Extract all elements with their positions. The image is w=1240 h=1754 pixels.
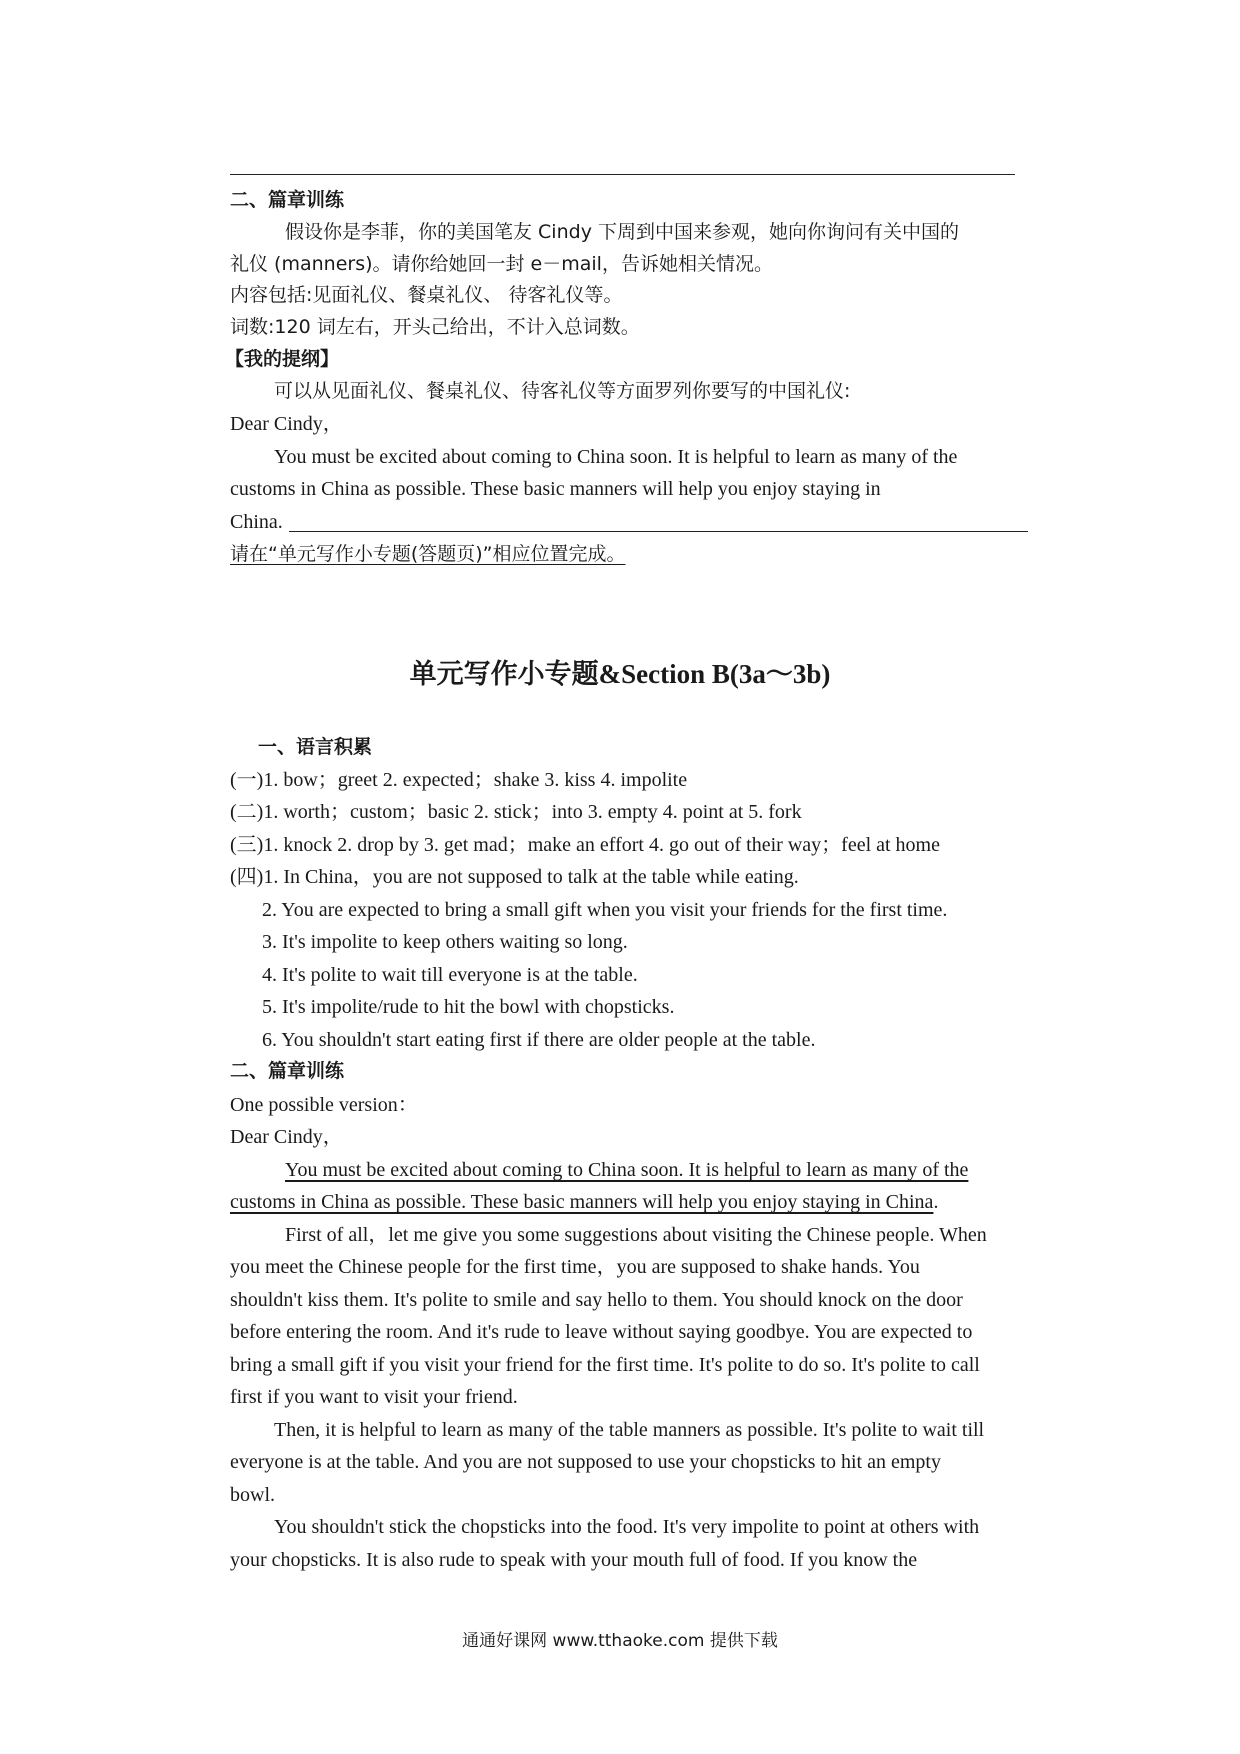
letter-salutation: Dear Cindy， (230, 1126, 343, 1148)
sentence-item: 4. It's polite to wait till everyone is at the table. (262, 964, 638, 986)
prompt-line: 假设你是李菲，你的美国笔友 Cindy 下周到中国来参观，她向你询问有关中国的 (285, 221, 959, 243)
answer-line: (三)1. knock 2. drop by 3. get mad；make an effort 4. go out of their way；feel at home (230, 834, 940, 856)
content-requirement: 内容包括:见面礼仪、餐桌礼仪、 待客礼仪等。 (230, 284, 623, 306)
part1-heading: 一、语言积累 (258, 736, 373, 758)
answer-section-title (0, 652, 1240, 691)
answer-blank-line (289, 531, 1028, 532)
paragraph-line: first if you want to visit your friend. (230, 1386, 518, 1408)
paragraph-line: everyone is at the table. And you are not supposed to use your chopsticks to hit an empty (230, 1451, 941, 1473)
title-english: &Section B(3a～3b) (598, 659, 831, 689)
part2-heading: 二、篇章训练 (230, 1060, 345, 1082)
answer-line: (一)1. bow；greet 2. expected；shake 3. kiss 4. impolite (230, 769, 688, 791)
answer-line: (四)1. In China，you are not supposed to talk at the table while eating. (230, 866, 799, 888)
prompt-line: 礼仪 (manners)。请你给她回一封 e－mail，告诉她相关情况。 (230, 253, 773, 275)
underlined-opening: You must be excited about coming to China soon. It is helpful to learn as many of the (285, 1159, 969, 1181)
outline-instruction: 可以从见面礼仪、餐桌礼仪、待客礼仪等方面罗列你要写的中国礼仪: (274, 380, 851, 402)
letter-line: China. (230, 511, 283, 533)
version-label: One possible version： (230, 1094, 418, 1116)
letter-salutation: Dear Cindy， (230, 413, 343, 435)
underlined-text: customs in China as possible. These basic manners will help you enjoy staying in China (230, 1191, 934, 1213)
section-heading: 二、篇章训练 (230, 189, 345, 211)
letter-line: customs in China as possible. These basic manners will help you enjoy staying in (230, 478, 881, 500)
title-chinese: 单元写作小专题 (409, 659, 599, 690)
paragraph-line: First of all，let me give you some suggestions about visiting the Chinese people. When (285, 1224, 987, 1246)
paragraph-line: bowl. (230, 1484, 275, 1506)
sentence-item: 5. It's impolite/rude to hit the bowl with chopsticks. (262, 996, 675, 1018)
sentence-item: 6. You shouldn't start eating first if there are older people at the table. (262, 1029, 816, 1051)
underlined-opening (230, 1189, 938, 1215)
sentence-item: 2. You are expected to bring a small gift when you visit your friends for the first time. (262, 899, 948, 921)
sentence-end: . (933, 1191, 939, 1213)
answer-line: (二)1. worth；custom；basic 2. stick；into 3. empty 4. point at 5. fork (230, 801, 802, 823)
paragraph-line: You shouldn't stick the chopsticks into the food. It's very impolite to point at others with (274, 1516, 980, 1538)
paragraph-line: shouldn't kiss them. It's polite to smile and say hello to them. You should knock on the door (230, 1289, 963, 1311)
paragraph-line: your chopsticks. It is also rude to speak with your mouth full of food. If you know the (230, 1549, 918, 1571)
top-divider (230, 174, 1015, 175)
paragraph-line: before entering the room. And it's rude to leave without saying goodbye. You are expected to (230, 1321, 973, 1343)
sentence-item: 3. It's impolite to keep others waiting so long. (262, 931, 628, 953)
word-count-requirement: 词数:120 词左右，开头己给出，不计入总词数。 (230, 316, 640, 338)
outline-heading: 【我的提纲】 (225, 348, 340, 370)
paragraph-line: Then, it is helpful to learn as many of the table manners as possible. It's polite to wait till (274, 1419, 985, 1441)
paragraph-line: bring a small gift if you visit your friend for the first time. It's polite to do so. It's polite to call (230, 1354, 980, 1376)
letter-line: You must be excited about coming to China soon. It is helpful to learn as many of the (274, 446, 958, 468)
answer-instruction: 请在“单元写作小专题(答题页)”相应位置完成。 (230, 543, 626, 565)
paragraph-line: you meet the Chinese people for the first time，you are supposed to shake hands. You (230, 1256, 920, 1278)
page-footer: 通通好课网 www.tthaoke.com 提供下载 (462, 1631, 778, 1651)
